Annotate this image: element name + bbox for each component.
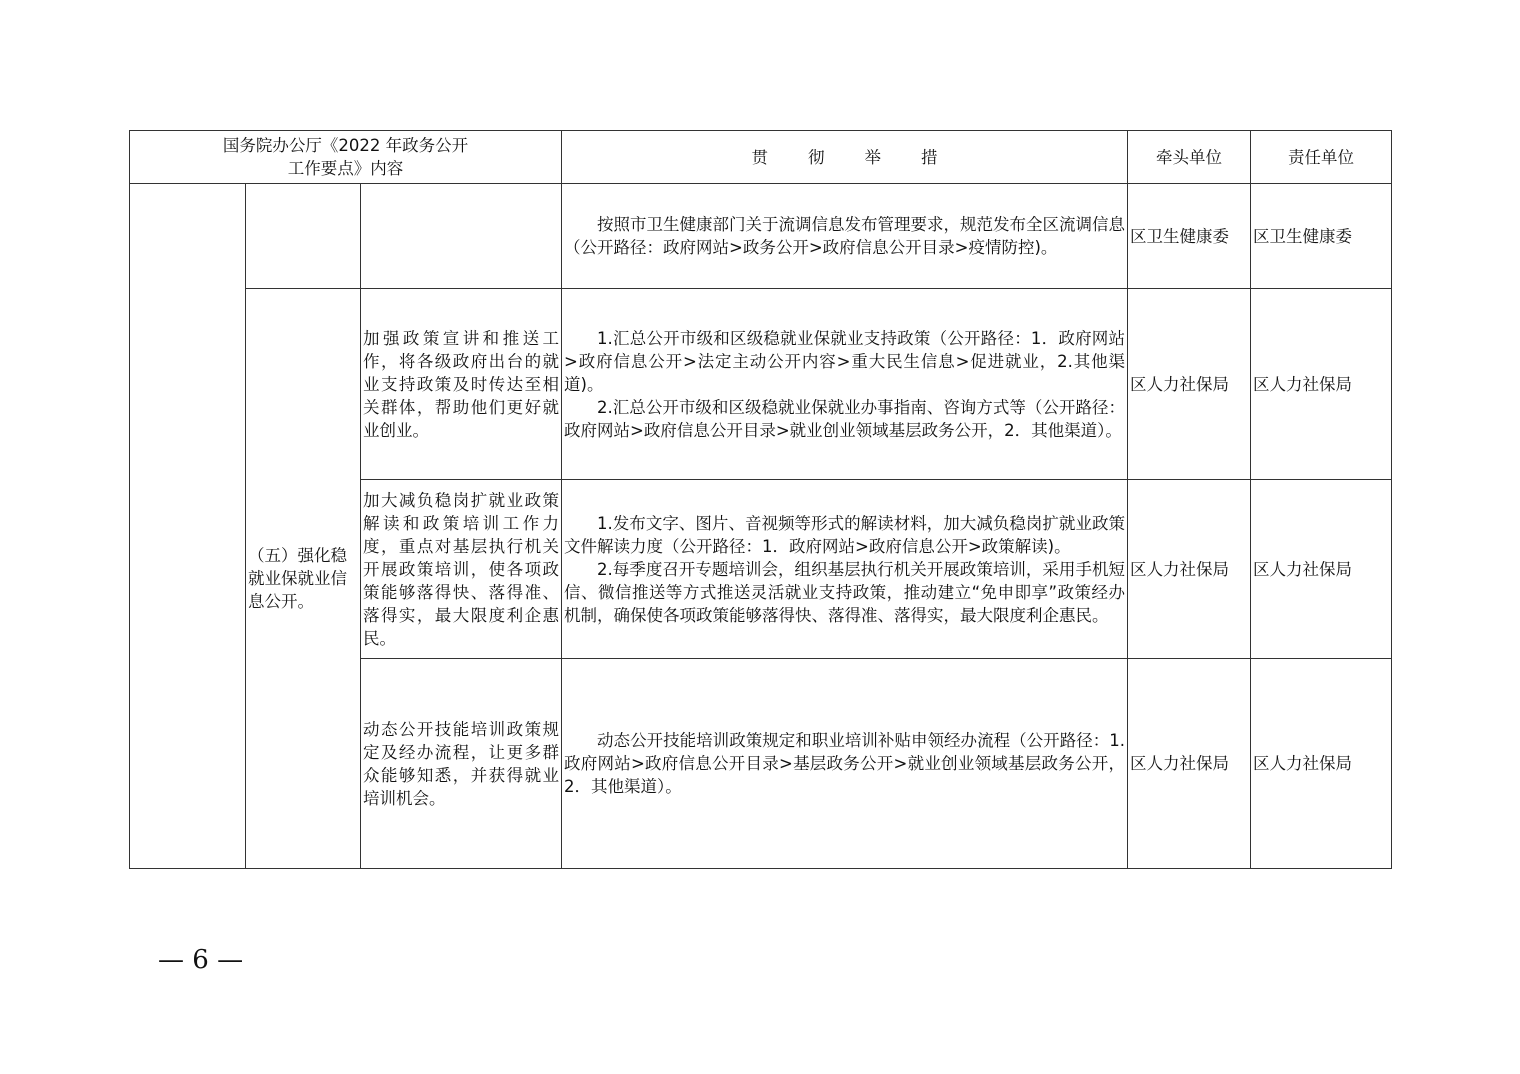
task-cell: 加强政策宣讲和推送工作，将各级政府出台的就业支持政策及时传达至相关群体，帮助他们更好就业创业。 [361,289,562,480]
responsible-unit-cell: 区卫生健康委 [1251,184,1392,289]
task-cell: 动态公开技能培训政策规定及经办流程，让更多群众能够知悉，并获得就业培训机会。 [361,659,562,869]
lead-unit-cell: 区卫生健康委 [1128,184,1251,289]
header-lead-unit: 牵头单位 [1128,131,1251,184]
lead-unit-cell: 区人力社保局 [1128,659,1251,869]
header-doc-line1: 国务院办公厅《2022 年政务公开 [222,136,469,155]
measures-cell [562,659,1128,869]
measure-paragraph: 动态公开技能培训政策规定和职业培训补贴申领经办流程（公开路径：1.政府网站>政府信息公开目录>基层政务公开>就业创业领域基层政务公开，2．其他渠道）。 [564,731,1126,796]
responsible-unit-cell: 区人力社保局 [1251,659,1392,869]
task-cell: 加大减负稳岗扩就业政策解读和政策培训工作力度，重点对基层执行机关开展政策培训，使各项政策能够落得快、落得准、落得实，最大限度利企惠民。 [361,480,562,659]
table-row [130,184,1392,289]
table-row [130,289,1392,480]
policy-table [129,130,1392,869]
lead-unit-cell: 区人力社保局 [1128,480,1251,659]
header-doc-content [130,131,562,184]
outer-category-cell [130,184,246,869]
measure-paragraph: 1.发布文字、图片、音视频等形式的解读材料，加大减负稳岗扩就业政策文件解读力度（公开路径：1．政府网站>政府信息公开>政策解读)。 [564,513,1126,556]
measure-paragraph: 1.汇总公开市级和区级稳就业保就业支持政策（公开路径：1．政府网站>政府信息公开>法定主动公开内容>重大民生信息>促进就业，2.其他渠道)。 [564,328,1126,394]
measures-cell [562,184,1128,289]
lead-unit-cell: 区人力社保局 [1128,289,1251,480]
measures-cell [562,480,1128,659]
category-cell: （五）强化稳就业保就业信息公开。 [246,289,361,869]
responsible-unit-cell: 区人力社保局 [1251,480,1392,659]
measure-paragraph: 2.汇总公开市级和区级稳就业保就业办事指南、咨询方式等（公开路径：政府网站>政府信息公开目录>就业创业领域基层政务公开，2．其他渠道）。 [564,397,1126,440]
responsible-unit-cell: 区人力社保局 [1251,289,1392,480]
header-doc-line2: 工作要点》内容 [287,159,404,178]
header-responsible-unit: 责任单位 [1251,131,1392,184]
page-number: — 6 — [158,945,244,975]
header-measures: 贯彻举措 [562,131,1128,184]
task-cell [361,184,562,289]
category-cell [246,184,361,289]
table-header-row [130,131,1392,184]
measure-paragraph: 按照市卫生健康部门关于流调信息发布管理要求，规范发布全区流调信息（公开路径：政府网站>政务公开>政府信息公开目录>疫情防控)。 [564,215,1126,257]
measure-paragraph: 2.每季度召开专题培训会，组织基层执行机关开展政策培训，采用手机短信、微信推送等方式推送灵活就业支持政策，推动建立“免申即享”政策经办机制，确保使各项政策能够落得快、落得准、落得实，最大限度利企惠民。 [564,559,1126,625]
measures-cell [562,289,1128,480]
